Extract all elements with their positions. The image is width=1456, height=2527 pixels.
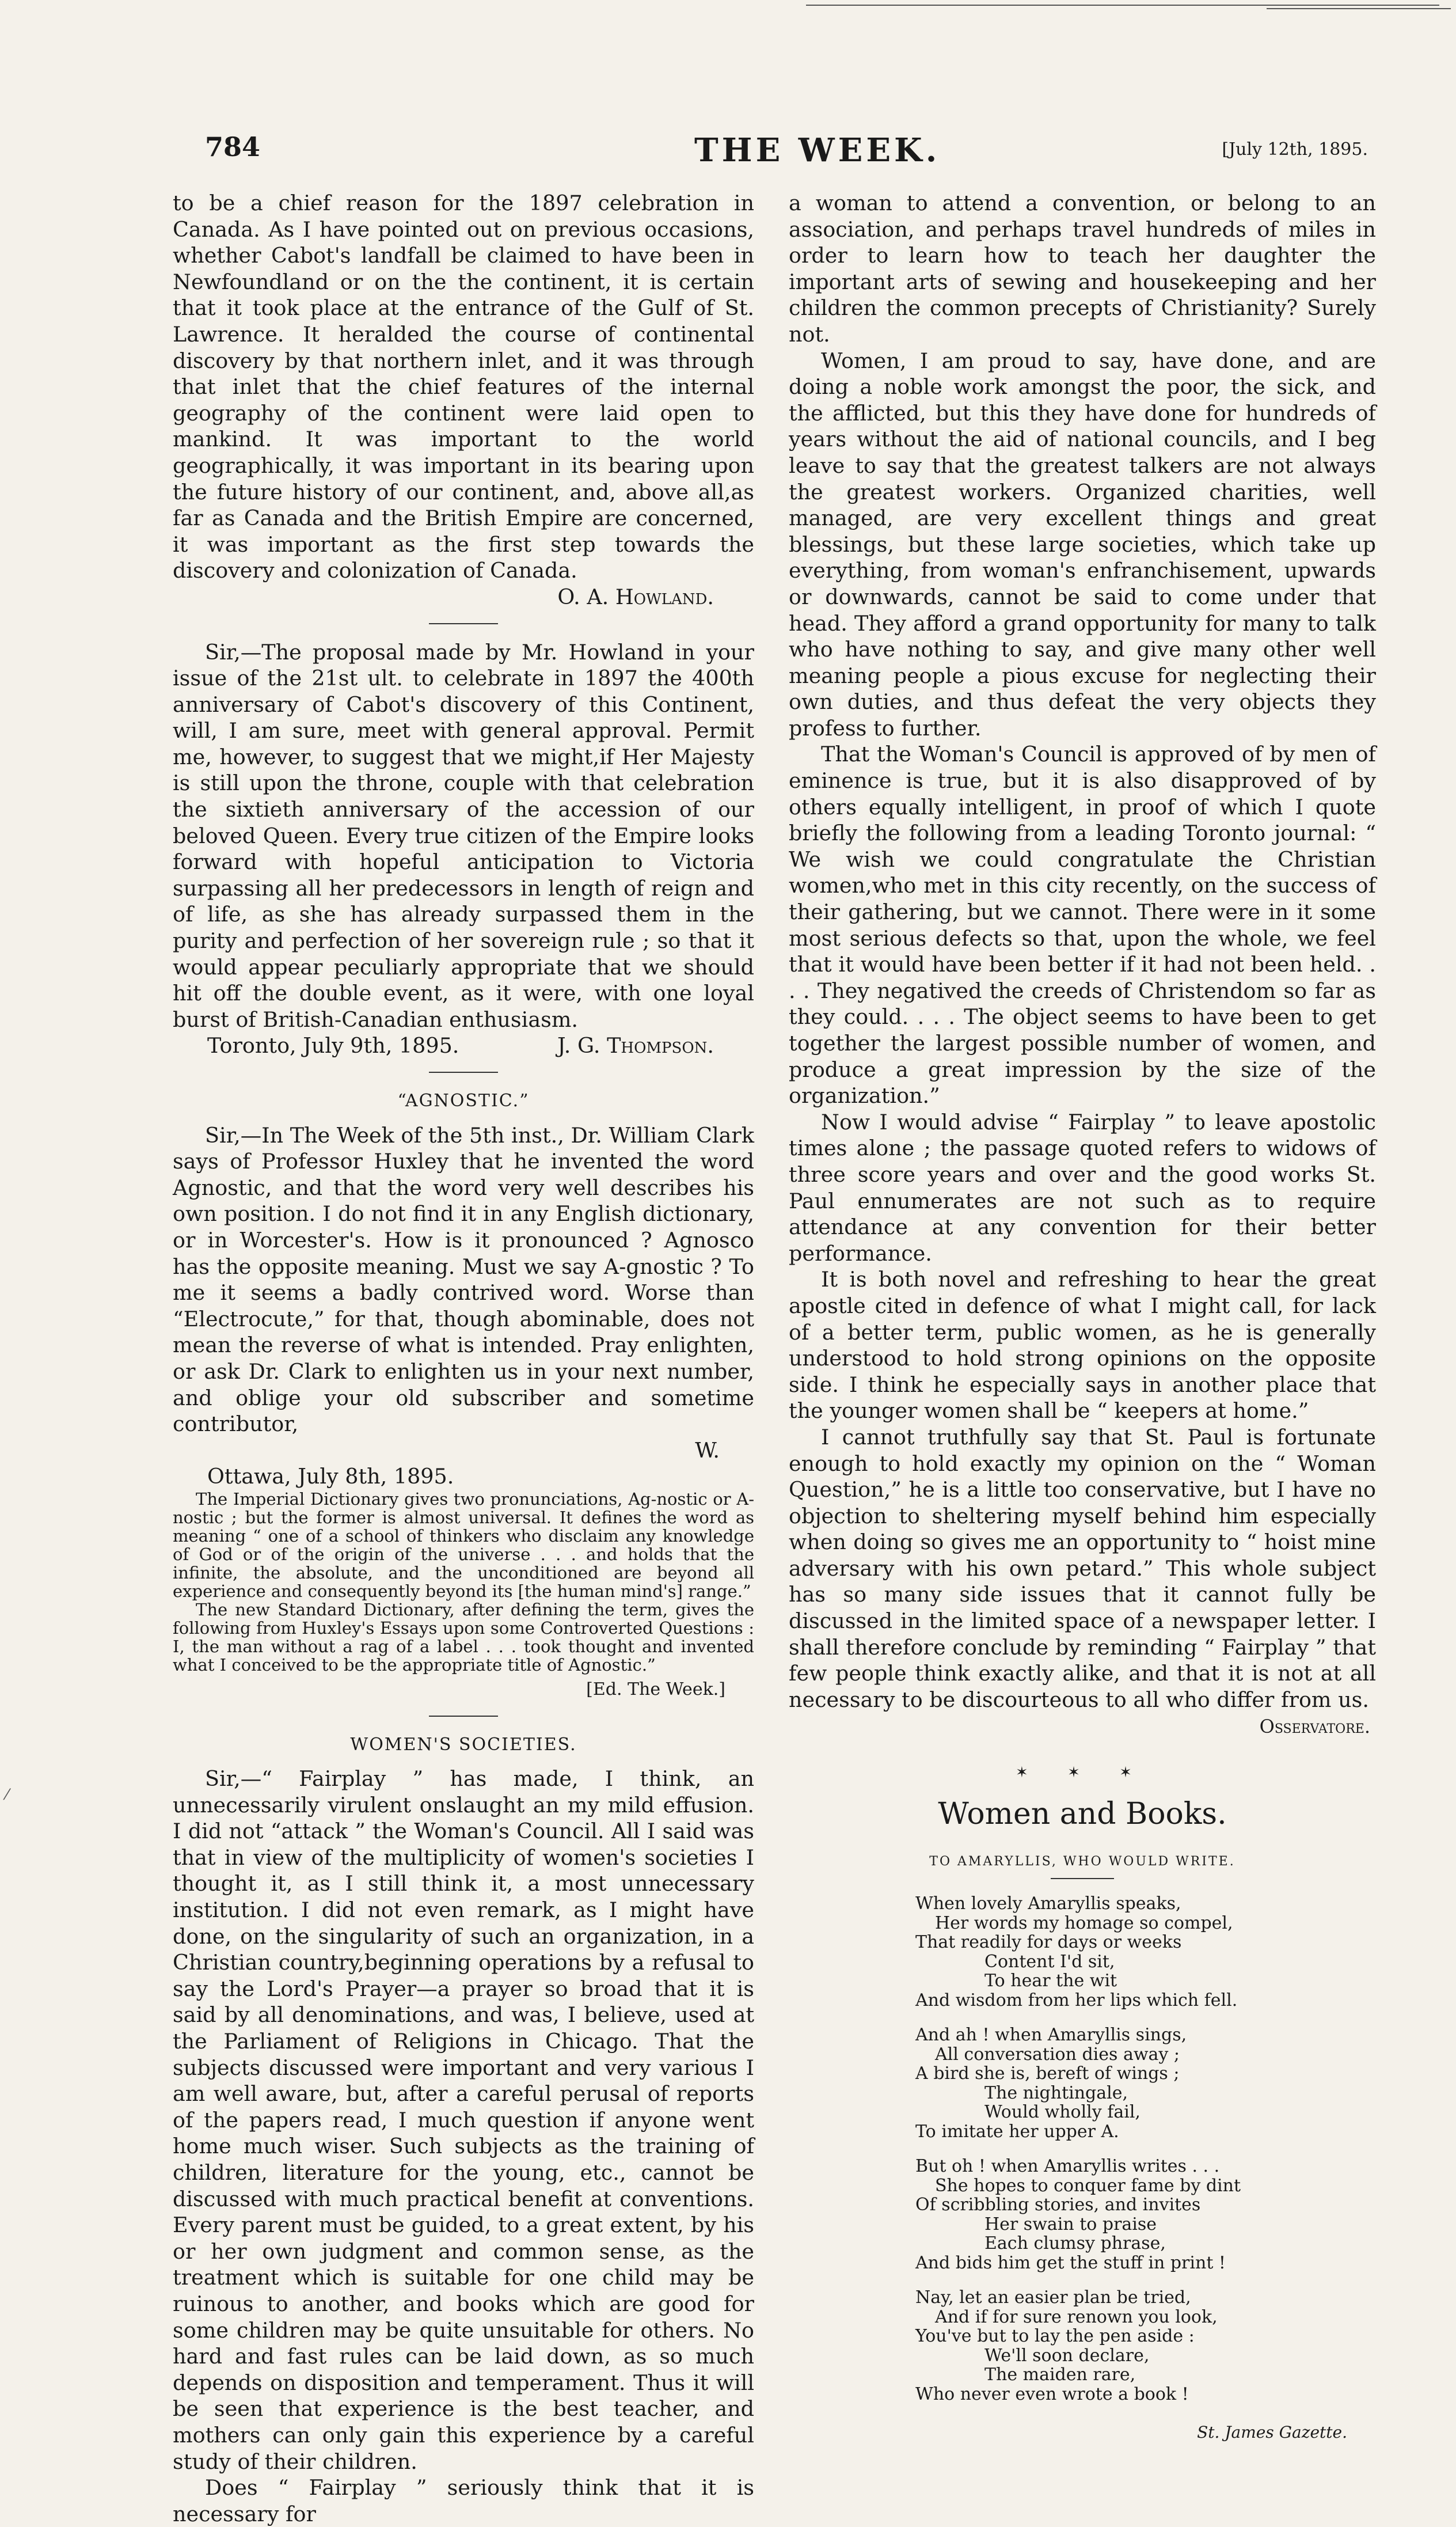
right-column <box>789 190 1376 2446</box>
paragraph-5: It is both novel and refreshing to hear the great apostle cited in defence of what I might call, for lack of a better term, public women, as he is generally understood to hold strong opinions on the opposite side. I think he especially says in another place that the younger women shall be “ keepers at home.” <box>789 1267 1376 1424</box>
editor-credit: [Ed. The Week.] <box>586 1679 725 1699</box>
divider <box>429 1072 498 1073</box>
poem-line: To imitate her upper A. <box>915 2121 1119 2142</box>
editor-note-2: The new Standard Dictionary, after defining the term, gives the following from Huxley's Essays upon some Controverted Questions : I, the man without a rag of a label . . . took thought and invented what I conceived to be the appropriate title of Agnostic.” <box>173 1599 754 1675</box>
paragraph-6: I cannot truthfully say that St. Paul is fortunate enough to hold exactly my opinion on the “ Woman Question,” he is a little too conservative, but I have no objection to sheltering myself behind him especially when doing so gives me an opportunity to “ hoist mine adversary with his own petard.” This whole subject has so many side issues that it cannot fully be discussed in the limited space of a newspaper letter. I shall therefore conclude by reminding “ Fairplay ” that few people think exactly alike, and that it is not at all necessary to be discourteous to all who differ from us. <box>789 1424 1376 1712</box>
editor-note-1: The Imperial Dictionary gives two pronunciations, Ag-nostic or A-nostic ; but the former is almost universal. It defines the word as meaning “ one of a school of thinkers who disclaim any knowledge of God or of the origin of the universe . . . and holds that the infinite, the absolute, and the unconditioned are beyond all experience and consequently beyond its [the human mind's] range.” <box>173 1489 754 1601</box>
poem-line: A bird she is, bereft of wings ; <box>915 2063 1180 2084</box>
scan-rule <box>1267 8 1451 9</box>
page-number: 784 <box>205 131 261 162</box>
poem-stanza <box>915 1894 1376 2010</box>
poem-line: To hear the wit <box>984 1971 1117 1991</box>
women-and-books-title: Women and Books. <box>938 1796 1227 1831</box>
poem-source: St. James Gazette. <box>1197 2423 1347 2442</box>
cabot-signature: O. A. Howland. <box>557 584 714 609</box>
poem-line: And ah ! when Amaryllis sings, <box>915 2025 1187 2046</box>
agnostic-initial: W. <box>695 1437 720 1463</box>
poem-line: Content I'd sit, <box>984 1951 1115 1972</box>
agnostic-letter-text: Sir,—In The Week of the 5th inst., Dr. William Clark says of Professor Huxley that he invented the word Agnostic, and that the word very well describes his own position. I do not find it in any English dictionary, or in Worcester's. How is it pronounced ? Agnosco has the opposite meaning. Must we say A-gnostic ? To me it seems a badly contrived word. Worse than “Electrocute,” for that, though abominable, does not mean the reverse of what is intended. Pray enlighten, or ask Dr. Clark to enlighten us in your next number, and oblige your old subscriber and sometime contributor, <box>173 1122 754 1437</box>
poem-line: She hopes to conquer fame by dint <box>935 2175 1241 2196</box>
top-scan-edge <box>0 0 1456 23</box>
poem-line: Who never even wrote a book ! <box>915 2384 1189 2404</box>
continuation-text: a woman to attend a convention, or belong to an association, and perhaps travel hundreds of miles in order to learn how to teach her daughter the important arts of sewing and housekeeping and her children the common precepts of Christianity? Surely not. <box>789 191 1376 347</box>
poem-line: And bids him get the stuff in print ! <box>915 2252 1226 2273</box>
poem-line: That readily for days or weeks <box>915 1932 1182 1953</box>
section-ornament: ✶ ✶ ✶ <box>1016 1764 1149 1782</box>
poem-stanza <box>915 2025 1376 2141</box>
womens-societies-text: Sir,—“ Fairplay ” has made, I think, an unnecessarily virulent onslaught an my mild effusion. I did not “attack ” the Woman's Council. All I said was that in view of the multiplicity of women's societies I thought it, as I still think it, a most unnecessary institution. I did not even remark, as I might have done, on the singularity of such an organization, in a Christian country,beginning operations by a refusal to say the Lord's Prayer—a prayer so broad that it is said by all denominations, and was, I believe, used at the Parliament of Religions in Chicago. That the subjects discussed were important and very various I am well aware, but, after a careful perusal of reports of the papers read, I much question if anyone went home much wiser. Such subjects as the training of children, literature for the young, etc., cannot be discussed with much practical benefit at conventions. Every parent must be guided, to a great extent, by his or her own judgment and common sense, as the treatment which is suitable for one child may be ruinous to another, and books which are good for some children may be quite unsuitable for others. No hard and fast rules can be laid down, as so much depends on disposition and temperament. Thus it will be seen that experience is the best teacher, and mothers can only gain this experience by a careful study of their children. <box>173 1766 754 2474</box>
cabot-letter-text: to be a chief reason for the 1897 celebration in Canada. As I have pointed out on previous occasions, whether Cabot's landfall be claimed to have been in Newfoundland or on the the continent, it is certain that it took place at the entrance of the Gulf of St. Lawrence. It heralded the course of continental discovery by that northern inlet, and it was through that inlet that the chief features of the internal geography of the continent were laid open to mankind. It was important to the world geographically, it was important in its bearing upon the future history of our continent, and, above all,as far as Canada and the British Empire are concerned, it was important as the first step towards the discovery and colonization of Canada. <box>173 191 754 583</box>
masthead: THE WEEK. <box>694 131 941 169</box>
poem-dedication: TO AMARYLLIS, WHO WOULD WRITE. <box>929 1854 1235 1869</box>
paragraph-2: Women, I am proud to say, have done, and are doing a noble work amongst the poor, the sick, and the afflicted, but this they have done for hundreds of years without the aid of national councils, and I beg leave to say that the greatest talkers are not always the greatest workers. Organized charities, well managed, are very excellent things and great blessings, but these large societies, which take up everything, from woman's enfranchisement, upwards or downwards, cannot be said to come under that head. They afford a grand opportunity for many to talk who have nothing to say, and give many other well meaning people a pious excuse for neglecting their own duties, and thus defeat the very objects they profess to further. <box>789 348 1376 741</box>
poem-line: The nightingale, <box>984 2082 1128 2103</box>
poem-line: Of scribbling stories, and invites <box>915 2195 1201 2215</box>
page-header <box>205 131 1368 172</box>
margin-mark: ⁄ <box>6 1786 9 1804</box>
womens-societies-title: WOMEN'S SOCIETIES. <box>350 1734 577 1755</box>
poem <box>789 1894 1376 2404</box>
poem-stanza <box>915 2157 1376 2272</box>
left-column <box>173 190 754 2527</box>
poem-line: The maiden rare, <box>984 2365 1136 2385</box>
agnostic-title: “AGNOSTIC.” <box>397 1091 530 1111</box>
poem-line: And wisdom from her lips which fell. <box>915 1990 1238 2010</box>
jubilee-letter-text: Sir,—The proposal made by Mr. Howland in your issue of the 21st ult. to celebrate in 1897 the 400th anniversary of Cabot's discovery of this Continent, will, I am sure, meet with general approval. Permit me, however, to suggest that we might,if Her Majesty is still upon the throne, couple with that celebration the sixtieth anniversary of the accession of our beloved Queen. Every true citizen of the Empire looks forward with hopeful anticipation to Victoria surpassing all her predecessors in length of reign and of life, as she has already surpassed them in the purity and perfection of her sovereign rule ; so that it would appear peculiarly appropriate that we should hit off the double event, as it were, with one loyal burst of British-Canadian enthusiasm. <box>173 639 754 1032</box>
cabot-signature-line <box>173 584 754 610</box>
divider <box>429 623 498 624</box>
poem-line: Her words my homage so compel, <box>935 1913 1233 1933</box>
editor-note <box>173 1490 754 1674</box>
poem-stanza <box>915 2288 1376 2404</box>
issue-date: [July 12th, 1895. <box>1222 139 1368 160</box>
poem-line: And if for sure renown you look, <box>935 2306 1218 2327</box>
jubilee-signature-line <box>173 1033 754 1059</box>
poem-line: But oh ! when Amaryllis writes . . . <box>915 2156 1220 2177</box>
poem-line: When lovely Amaryllis speaks, <box>915 1894 1181 1914</box>
womens-societies-text-2: Does “ Fairplay ” seriously think that it is necessary for <box>173 2475 754 2526</box>
poem-line: Her swain to praise <box>984 2214 1157 2234</box>
poem-line: Would wholly fail, <box>984 2102 1141 2123</box>
poem-line: You've but to lay the pen aside : <box>915 2326 1195 2347</box>
paragraph-3: That the Woman's Council is approved of by men of eminence is true, but it is also disapproved of by others equally intelligent, in proof of which I quote briefly the following from a leading Toronto journal: “ We wish we could congratulate the Christian women,who met in this city recently, on the success of their gathering, but we cannot. There were in it some most serious defects so that, upon the whole, we feel that it would have been better if it had not been held. . . . They negatived the creeds of Christendom so far as they could. . . . The object seems to have been to get together the largest possible number of women, and produce a great impression by the size of the organization.” <box>789 742 1376 1109</box>
osservatore-signature: Osservatore. <box>1259 1716 1370 1738</box>
divider <box>429 1716 498 1717</box>
poem-line: Each clumsy phrase, <box>984 2233 1166 2254</box>
agnostic-place-date: Ottawa, July 8th, 1895. <box>207 1464 454 1489</box>
jubilee-place-date: Toronto, July 9th, 1895. <box>207 1033 459 1058</box>
jubilee-signature: J. G. Thompson. <box>557 1033 714 1058</box>
scan-rule <box>806 5 1439 6</box>
divider <box>1051 1878 1114 1879</box>
poem-line: All conversation dies away ; <box>935 2044 1180 2065</box>
poem-line: Nay, let an easier plan be tried, <box>915 2287 1191 2308</box>
poem-line: We'll soon declare, <box>984 2345 1150 2366</box>
paragraph-4: Now I would advise “ Fairplay ” to leave apostolic times alone ; the passage quoted refers to widows of three score years and over and the good works St. Paul ennumerates are not such as to require attendance at any convention for their better performance. <box>789 1109 1376 1266</box>
